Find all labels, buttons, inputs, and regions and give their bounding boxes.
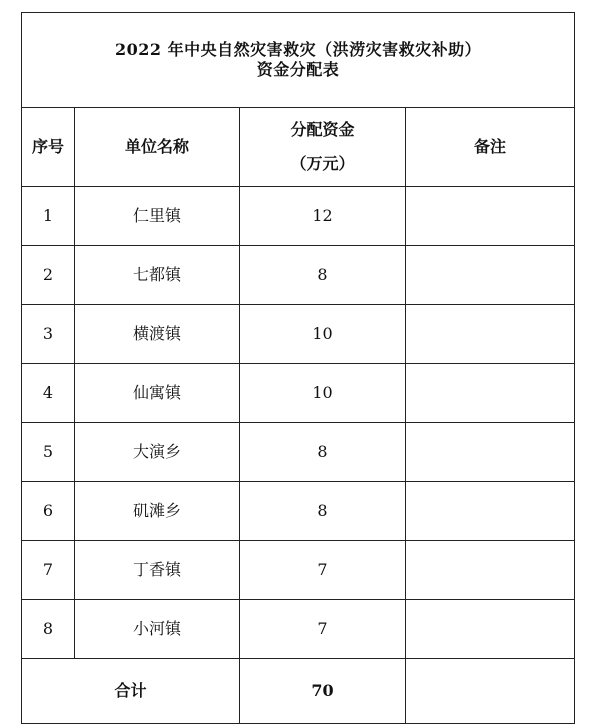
title-line-1: 2022 年中央自然灾害救灾（洪涝灾害救灾补助） (114, 40, 482, 59)
table-row (22, 187, 575, 246)
row-amount: 12 (240, 187, 406, 246)
row-note (406, 187, 575, 246)
header-unit: 单位名称 (75, 108, 240, 187)
header-row (22, 108, 575, 187)
document-title (22, 13, 575, 108)
row-note (406, 305, 575, 364)
row-no: 8 (22, 600, 75, 659)
title-row (22, 13, 575, 108)
table-row (22, 364, 575, 423)
total-label: 合计 (22, 659, 240, 724)
row-amount: 7 (240, 541, 406, 600)
total-row (22, 659, 575, 724)
row-no: 2 (22, 246, 75, 305)
row-unit: 横渡镇 (75, 305, 240, 364)
row-amount: 8 (240, 246, 406, 305)
row-no: 4 (22, 364, 75, 423)
row-amount: 10 (240, 305, 406, 364)
total-amount: 70 (240, 659, 406, 724)
row-amount: 10 (240, 364, 406, 423)
row-note (406, 364, 575, 423)
row-unit: 小河镇 (75, 600, 240, 659)
row-unit: 大演乡 (75, 423, 240, 482)
row-no: 6 (22, 482, 75, 541)
row-unit: 七都镇 (75, 246, 240, 305)
row-amount: 8 (240, 423, 406, 482)
row-amount: 7 (240, 600, 406, 659)
row-no: 5 (22, 423, 75, 482)
table-row (22, 246, 575, 305)
fund-allocation-table (21, 12, 575, 724)
table-row (22, 305, 575, 364)
table-row (22, 423, 575, 482)
table-row (22, 600, 575, 659)
total-note (406, 659, 575, 724)
header-note: 备注 (406, 108, 575, 187)
row-amount: 8 (240, 482, 406, 541)
header-amount-line-2: （万元） (290, 154, 355, 173)
row-no: 7 (22, 541, 75, 600)
table-row (22, 482, 575, 541)
row-unit: 仁里镇 (75, 187, 240, 246)
row-note (406, 600, 575, 659)
row-no: 1 (22, 187, 75, 246)
row-note (406, 541, 575, 600)
row-note (406, 423, 575, 482)
row-unit: 仙寓镇 (75, 364, 240, 423)
header-amount (240, 108, 406, 187)
row-note (406, 482, 575, 541)
row-note (406, 246, 575, 305)
title-line-2: 资金分配表 (256, 60, 340, 79)
header-amount-line-1: 分配资金 (290, 120, 355, 140)
row-unit: 矶滩乡 (75, 482, 240, 541)
row-no: 3 (22, 305, 75, 364)
table-row (22, 541, 575, 600)
row-unit: 丁香镇 (75, 541, 240, 600)
header-no: 序号 (22, 108, 75, 187)
